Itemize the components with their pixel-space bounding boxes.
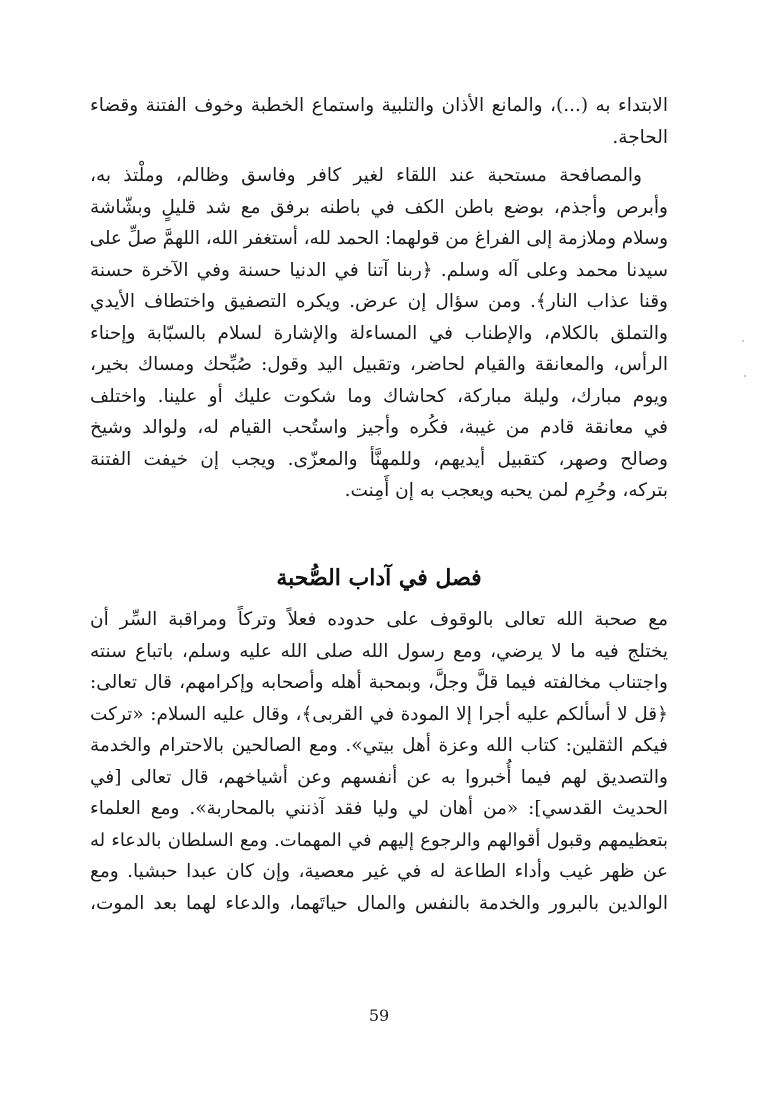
text-line: في معانقة قادم من غيبة، فكُره وأجيز واستُحب القيام له، ولوالد وشيخ [90,417,668,438]
text-line: وقنا عذاب النار﴾. ومن سؤال إن عرض. ويكره التصفيق واختطاف الأيدي [90,291,668,312]
text-line: واجتناب مخالفته فيما قلَّ وجلَّ، وبمحبة أهله وأصحابه وإكرامهم، قال تعالى: [90,672,668,693]
section-heading: فصل في آداب الصُّحبة [276,565,482,591]
text-line: الرأس، والمعانقة والقيام لحاضر، وتقبيل اليد وقول: صُبِّحك ومساك بخير، [90,354,668,375]
text-line: سيدنا محمد وعلى آله وسلم. ﴿ربنا آتنا في الدنيا حسنة وفي الآخرة حسنة [90,259,668,281]
page-number: 59 [368,1006,390,1025]
text-line: الحديث القدسي]: «من أهان لي وليا فقد آذنني بالمحاربة». ومع العلماء [90,798,668,819]
text-line: ﴿قل لا أسألكم عليه أجرا إلا المودة في القربى﴾، وقال عليه السلام: «تركت [90,703,668,725]
text-line: مع صحبة الله تعالى بالوقوف على حدوده فعلاً وتركاً ومراقبة السِّر أن [90,609,668,630]
text-line: والتصديق لهم فيما أُخبروا به عن أنفسهم وعن أشياخهم، قال تعالى [في [90,766,668,788]
text-line: وصالح وصهر، كتقبيل أيديهم، وللمهنَّأ والمعزّى. ويجب إن خيفت الفتنة [90,448,668,470]
text-line: الابتداء به (...)، والمانع الأذان والتلبية واستماع الخطبة وخوف الفتنة وقضاء [90,95,668,116]
text-line: فيكم الثقلين: كتاب الله وعزة أهل بيتي». ومع الصالحين بالاحترام والخدمة [90,735,668,756]
text-line: وأبرص وأجذم، بوضع باطن الكف في باطنه برفق مع شد قليلٍ وبشّاشة [90,196,668,218]
scan-speck [742,340,744,342]
text-line: والمصافحة مستحبة عند اللقاء لغير كافر وفاسق وظالم، وملْتذ به، [90,165,642,186]
text-line: يختلج فيه ما لا يرضي، ومع رسول الله صلى الله عليه وسلم، باتباع سنته [90,640,668,662]
text-line: الحاجة. [612,126,668,148]
text-line: عن ظهر غيب وأداء الطاعة له في غير معصية، وإن كان عبدا حبشيا. ومع [90,861,668,882]
text-line: والتملق بالكلام، والإطناب في المساءلة والإشارة لسلام بالسبّابة وإحناء [90,322,668,344]
scan-speck [744,375,746,377]
text-line: بتعظيمهم وقبول أقوالهم والرجوع إليهم في المهمات. ومع السلطان بالدعاء له [90,829,668,851]
text-line: وسلام وملازمة إلى الفراغ من قولهما: الحمد لله، أستغفر الله، اللهمَّ صلِّ على [89,228,668,249]
paragraph-continuation [90,90,668,153]
paragraph-handshake [90,160,668,507]
text-line: بتركه، وحُرِم لمن يحبه ويعجب به إن أَمِنت. [344,480,668,501]
text-line: الوالدين بالبرور والخدمة بالنفس والمال حياتَهما، والدعاء لهما بعد الموت، [90,892,668,914]
paragraph-companionship [90,604,668,919]
text-line: ويوم مبارك، وليلة مباركة، كحاشاك وما شكوت عليك أو علينا. واختلف [90,385,668,407]
